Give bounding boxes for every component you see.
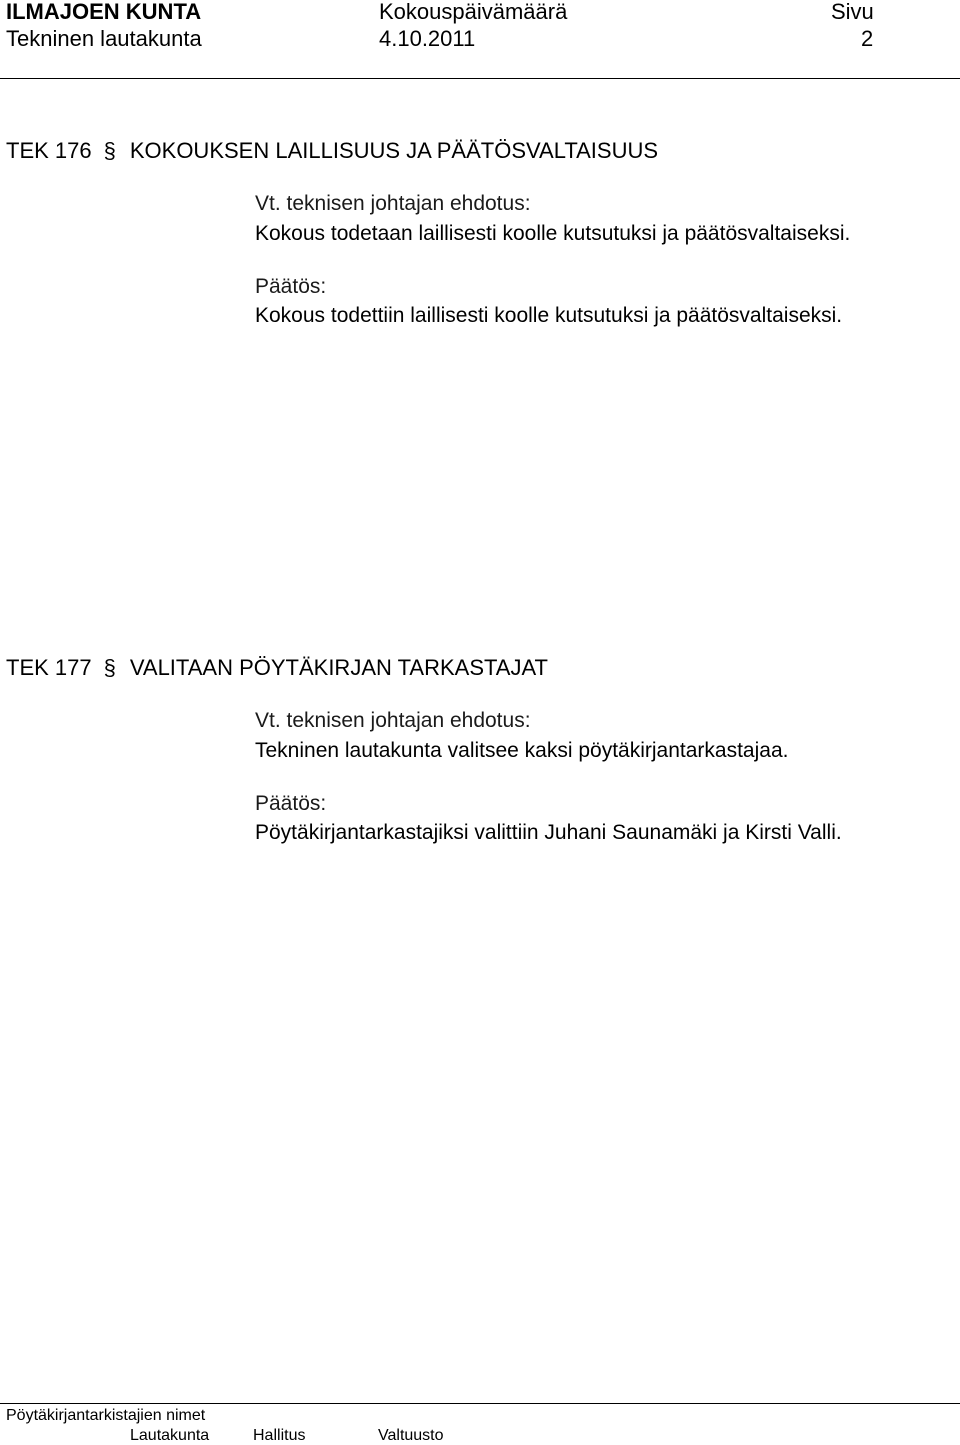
header-divider bbox=[0, 78, 960, 79]
section-symbol: § bbox=[103, 138, 116, 163]
footer-divider bbox=[0, 1403, 960, 1404]
meeting-date: 4.10.2011 bbox=[379, 26, 476, 51]
page-label: Sivu bbox=[831, 0, 874, 24]
section-heading bbox=[6, 138, 658, 164]
proposal-label: Vt. teknisen johtajan ehdotus: bbox=[255, 709, 531, 732]
section-symbol: § bbox=[103, 655, 116, 680]
decision-text: Kokous todettiin laillisesti koolle kutsutuksi ja päätösvaltaiseksi. bbox=[255, 304, 843, 327]
footer-col-lautakunta: Lautakunta bbox=[130, 1427, 210, 1444]
proposal-text: Tekninen lautakunta valitsee kaksi pöytäkirjantarkastajaa. bbox=[255, 739, 789, 762]
proposal-text: Kokous todetaan laillisesti koolle kutsutuksi ja päätösvaltaiseksi. bbox=[255, 222, 851, 245]
section-code: TEK 176 bbox=[6, 138, 92, 163]
date-label: Kokouspäivämäärä bbox=[379, 0, 568, 24]
proposal-label: Vt. teknisen johtajan ehdotus: bbox=[255, 192, 531, 215]
decision-label: Päätös: bbox=[255, 792, 327, 815]
footer-col-valtuusto: Valtuusto bbox=[378, 1427, 444, 1444]
section-title: KOKOUKSEN LAILLISUUS JA PÄÄTÖSVALTAISUUS bbox=[129, 138, 659, 163]
decision-label: Päätös: bbox=[255, 275, 327, 298]
section-title: VALITAAN PÖYTÄKIRJAN TARKASTAJAT bbox=[129, 655, 548, 680]
footer-title: Pöytäkirjantarkistajien nimet bbox=[6, 1407, 206, 1424]
decision-text: Pöytäkirjantarkastajiksi valittiin Juhani Saunamäki ja Kirsti Valli. bbox=[255, 821, 842, 844]
municipality-name: ILMAJOEN KUNTA bbox=[6, 0, 202, 24]
page-number: 2 bbox=[861, 26, 874, 51]
section-code: TEK 177 bbox=[6, 655, 92, 680]
section-heading bbox=[6, 655, 548, 681]
footer-col-hallitus: Hallitus bbox=[253, 1427, 306, 1444]
board-name: Tekninen lautakunta bbox=[6, 26, 202, 51]
